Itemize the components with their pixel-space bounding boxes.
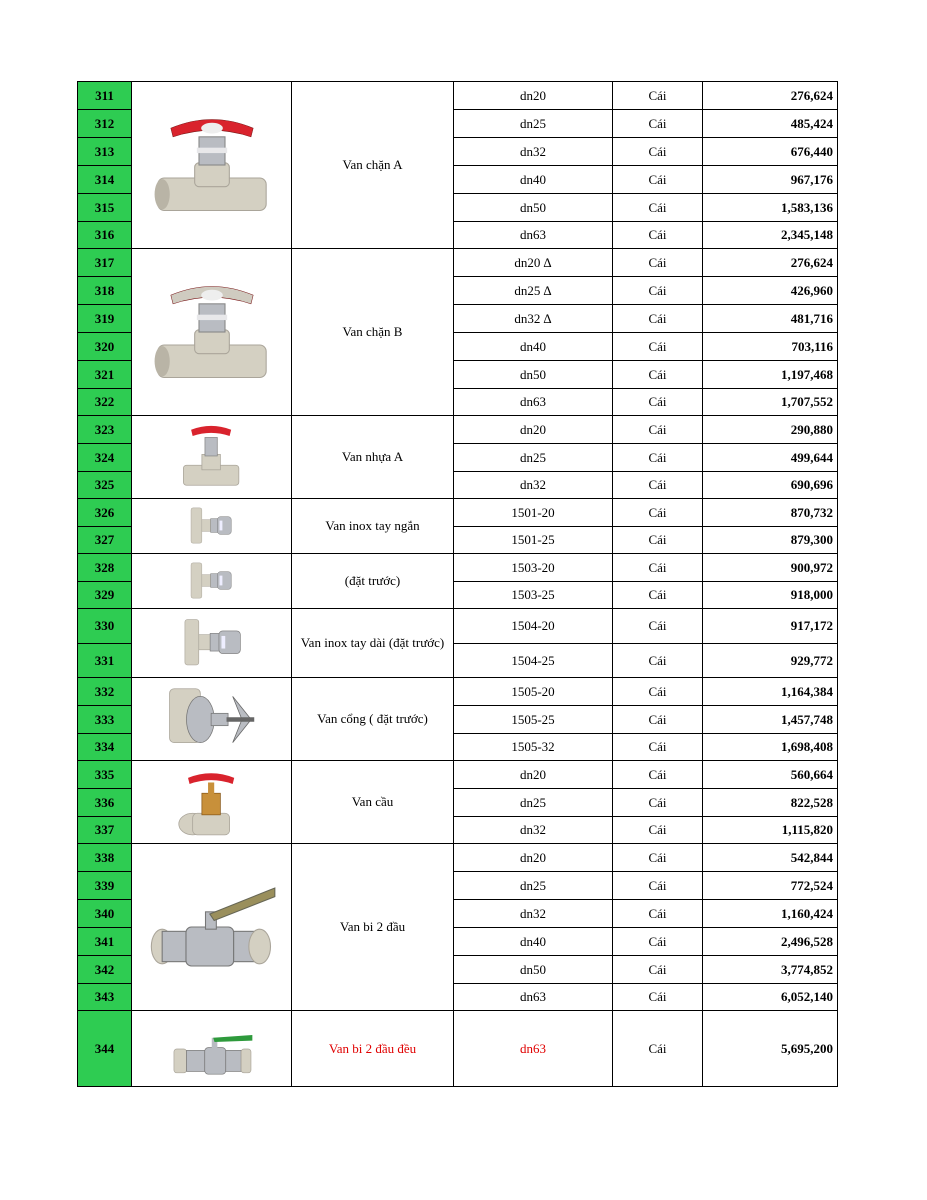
product-image xyxy=(132,416,292,499)
table-row xyxy=(78,844,838,872)
inox-short-handle-valve-icon xyxy=(181,557,242,606)
product-price: 2,496,528 xyxy=(703,928,838,956)
product-unit: Cái xyxy=(613,872,703,900)
product-image xyxy=(132,844,292,1011)
product-unit: Cái xyxy=(613,984,703,1011)
inox-short-handle-valve-icon xyxy=(181,502,242,551)
valve-price-table xyxy=(77,81,838,1087)
product-spec: dn63 xyxy=(454,984,613,1011)
product-spec: dn50 xyxy=(454,194,613,222)
product-unit: Cái xyxy=(613,928,703,956)
row-number: 324 xyxy=(78,444,132,472)
product-unit: Cái xyxy=(613,82,703,110)
product-spec: dn50 xyxy=(454,956,613,984)
product-spec: dn25 xyxy=(454,872,613,900)
table-row xyxy=(78,554,838,582)
product-price: 1,583,136 xyxy=(703,194,838,222)
product-spec: dn32 ∆ xyxy=(454,305,613,333)
product-name: Van inox tay ngắn xyxy=(292,499,454,554)
product-spec: dn25 xyxy=(454,444,613,472)
product-spec: dn20 xyxy=(454,82,613,110)
row-number: 317 xyxy=(78,249,132,277)
product-spec: dn25 ∆ xyxy=(454,277,613,305)
table-row xyxy=(78,1011,838,1087)
product-spec: dn32 xyxy=(454,900,613,928)
product-unit: Cái xyxy=(613,734,703,761)
product-spec: 1501-20 xyxy=(454,499,613,527)
product-unit: Cái xyxy=(613,333,703,361)
row-number: 311 xyxy=(78,82,132,110)
row-number: 343 xyxy=(78,984,132,1011)
row-number: 315 xyxy=(78,194,132,222)
product-spec: dn32 xyxy=(454,817,613,844)
row-number: 329 xyxy=(78,582,132,609)
product-price: 1,160,424 xyxy=(703,900,838,928)
product-name: Van chặn A xyxy=(292,82,454,249)
product-price: 5,695,200 xyxy=(703,1011,838,1087)
product-unit: Cái xyxy=(613,956,703,984)
product-price: 929,772 xyxy=(703,644,838,678)
product-unit: Cái xyxy=(613,249,703,277)
product-price: 1,707,552 xyxy=(703,389,838,416)
product-price: 3,774,852 xyxy=(703,956,838,984)
product-spec: 1505-20 xyxy=(454,678,613,706)
product-price: 560,664 xyxy=(703,761,838,789)
product-unit: Cái xyxy=(613,277,703,305)
product-price: 426,960 xyxy=(703,277,838,305)
row-number: 340 xyxy=(78,900,132,928)
product-price: 703,116 xyxy=(703,333,838,361)
row-number: 312 xyxy=(78,110,132,138)
product-unit: Cái xyxy=(613,789,703,817)
product-price: 1,164,384 xyxy=(703,678,838,706)
product-price: 676,440 xyxy=(703,138,838,166)
product-spec: 1505-32 xyxy=(454,734,613,761)
product-spec: dn20 xyxy=(454,416,613,444)
product-name: Van nhựa A xyxy=(292,416,454,499)
row-number: 336 xyxy=(78,789,132,817)
product-spec: dn63 xyxy=(454,1011,613,1087)
product-spec: 1503-25 xyxy=(454,582,613,609)
product-price: 690,696 xyxy=(703,472,838,499)
product-image xyxy=(132,678,292,761)
product-price: 276,624 xyxy=(703,249,838,277)
row-number: 320 xyxy=(78,333,132,361)
table-row xyxy=(78,249,838,277)
two-union-ball-valve-icon xyxy=(147,857,277,997)
red-handwheel-stop-valve-icon xyxy=(147,95,277,235)
product-price: 1,115,820 xyxy=(703,817,838,844)
row-number: 325 xyxy=(78,472,132,499)
product-spec: dn20 ∆ xyxy=(454,249,613,277)
row-number: 322 xyxy=(78,389,132,416)
row-number: 341 xyxy=(78,928,132,956)
product-unit: Cái xyxy=(613,361,703,389)
product-image xyxy=(132,554,292,609)
product-image xyxy=(132,1011,292,1087)
row-number: 330 xyxy=(78,609,132,644)
product-name: (đặt trước) xyxy=(292,554,454,609)
product-unit: Cái xyxy=(613,194,703,222)
product-unit: Cái xyxy=(613,499,703,527)
product-price: 2,345,148 xyxy=(703,222,838,249)
product-spec: dn32 xyxy=(454,472,613,499)
product-spec: dn40 xyxy=(454,166,613,194)
brass-globe-valve-icon xyxy=(163,764,259,841)
product-unit: Cái xyxy=(613,900,703,928)
product-image xyxy=(132,249,292,416)
product-name: Van bi 2 đầu đều xyxy=(292,1011,454,1087)
product-image xyxy=(132,499,292,554)
product-unit: Cái xyxy=(613,472,703,499)
product-unit: Cái xyxy=(613,644,703,678)
row-number: 319 xyxy=(78,305,132,333)
product-price: 542,844 xyxy=(703,844,838,872)
product-price: 1,698,408 xyxy=(703,734,838,761)
row-number: 335 xyxy=(78,761,132,789)
product-unit: Cái xyxy=(613,678,703,706)
product-price: 870,732 xyxy=(703,499,838,527)
product-spec: dn20 xyxy=(454,761,613,789)
product-spec: 1501-25 xyxy=(454,527,613,554)
product-spec: 1504-25 xyxy=(454,644,613,678)
product-spec: dn25 xyxy=(454,110,613,138)
product-unit: Cái xyxy=(613,761,703,789)
product-spec: dn25 xyxy=(454,789,613,817)
row-number: 333 xyxy=(78,706,132,734)
product-unit: Cái xyxy=(613,706,703,734)
product-image xyxy=(132,761,292,844)
product-spec: dn50 xyxy=(454,361,613,389)
price-table-body xyxy=(78,82,838,1087)
table-row xyxy=(78,416,838,444)
product-price: 485,424 xyxy=(703,110,838,138)
product-unit: Cái xyxy=(613,389,703,416)
row-number: 327 xyxy=(78,527,132,554)
product-unit: Cái xyxy=(613,844,703,872)
row-number: 328 xyxy=(78,554,132,582)
product-unit: Cái xyxy=(613,444,703,472)
product-name: Van inox tay dài (đặt trước) xyxy=(292,609,454,678)
product-price: 772,524 xyxy=(703,872,838,900)
cross-handle-gate-valve-icon xyxy=(163,681,259,758)
product-price: 1,197,468 xyxy=(703,361,838,389)
product-unit: Cái xyxy=(613,305,703,333)
product-name: Van cầu xyxy=(292,761,454,844)
product-unit: Cái xyxy=(613,166,703,194)
product-unit: Cái xyxy=(613,110,703,138)
row-number: 342 xyxy=(78,956,132,984)
table-row xyxy=(78,499,838,527)
product-unit: Cái xyxy=(613,554,703,582)
product-price: 900,972 xyxy=(703,554,838,582)
row-number: 323 xyxy=(78,416,132,444)
small-red-handwheel-valve-icon xyxy=(163,419,259,496)
row-number: 332 xyxy=(78,678,132,706)
table-row xyxy=(78,82,838,110)
product-spec: dn32 xyxy=(454,138,613,166)
row-number: 326 xyxy=(78,499,132,527)
product-unit: Cái xyxy=(613,609,703,644)
product-price: 499,644 xyxy=(703,444,838,472)
product-spec: 1504-20 xyxy=(454,609,613,644)
row-number: 337 xyxy=(78,817,132,844)
product-unit: Cái xyxy=(613,527,703,554)
product-image xyxy=(132,609,292,678)
product-spec: dn20 xyxy=(454,844,613,872)
product-name: Van chặn B xyxy=(292,249,454,416)
product-price: 290,880 xyxy=(703,416,838,444)
product-unit: Cái xyxy=(613,222,703,249)
product-image xyxy=(132,82,292,249)
product-price: 6,052,140 xyxy=(703,984,838,1011)
row-number: 314 xyxy=(78,166,132,194)
product-unit: Cái xyxy=(613,817,703,844)
product-price: 1,457,748 xyxy=(703,706,838,734)
row-number: 339 xyxy=(78,872,132,900)
product-price: 967,176 xyxy=(703,166,838,194)
product-spec: dn63 xyxy=(454,389,613,416)
product-unit: Cái xyxy=(613,138,703,166)
product-price: 917,172 xyxy=(703,609,838,644)
row-number: 331 xyxy=(78,644,132,678)
row-number: 313 xyxy=(78,138,132,166)
product-name: Van cổng ( đặt trước) xyxy=(292,678,454,761)
product-price: 822,528 xyxy=(703,789,838,817)
product-spec: 1505-25 xyxy=(454,706,613,734)
row-number: 318 xyxy=(78,277,132,305)
product-price: 918,000 xyxy=(703,582,838,609)
product-price: 879,300 xyxy=(703,527,838,554)
grey-handwheel-stop-valve-icon xyxy=(147,262,277,402)
product-unit: Cái xyxy=(613,416,703,444)
product-spec: dn40 xyxy=(454,333,613,361)
table-row xyxy=(78,678,838,706)
product-unit: Cái xyxy=(613,582,703,609)
row-number: 338 xyxy=(78,844,132,872)
table-row xyxy=(78,609,838,644)
table-row xyxy=(78,761,838,789)
product-spec: dn40 xyxy=(454,928,613,956)
product-spec: dn63 xyxy=(454,222,613,249)
product-price: 276,624 xyxy=(703,82,838,110)
product-price: 481,716 xyxy=(703,305,838,333)
product-unit: Cái xyxy=(613,1011,703,1087)
row-number: 334 xyxy=(78,734,132,761)
inox-long-handle-valve-icon xyxy=(172,612,251,675)
product-name: Van bi 2 đầu xyxy=(292,844,454,1011)
row-number: 316 xyxy=(78,222,132,249)
green-handle-ball-valve-icon xyxy=(168,1014,256,1084)
row-number: 344 xyxy=(78,1011,132,1087)
row-number: 321 xyxy=(78,361,132,389)
product-spec: 1503-20 xyxy=(454,554,613,582)
